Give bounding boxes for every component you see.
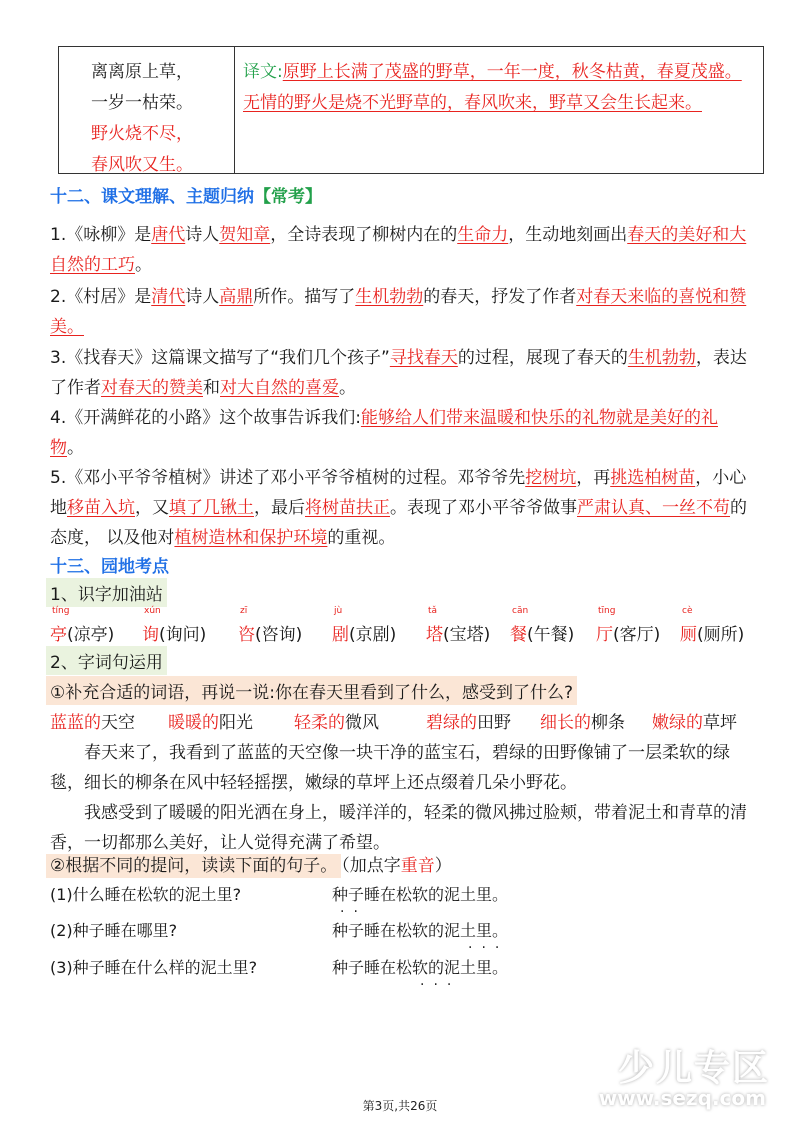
- noun: 柳条: [591, 713, 625, 733]
- emphasis-dots: ···: [468, 940, 509, 956]
- poem-line: 一岁一枯荣。: [91, 93, 193, 113]
- text: 诗人: [185, 225, 220, 245]
- text: 。: [135, 255, 152, 275]
- answer-sentence: 种子睡在松软的泥土里。: [332, 921, 509, 940]
- char: 厅: [596, 625, 613, 645]
- translation-text: 原野上长满了茂盛的野草，一年一度，秋冬枯黄，春夏茂盛。无情的野火是烧不光野草的，春风吹来，野草又会生长起来。: [243, 62, 742, 113]
- text: 4.《开满鲜花的小路》这个故事告诉我们:: [50, 408, 361, 428]
- pinyin: jù: [334, 606, 343, 616]
- word-item: [168, 708, 253, 733]
- character-list: [50, 606, 770, 646]
- poem-lines: [59, 47, 235, 173]
- emphasis-dots: ···: [420, 977, 461, 993]
- poem-line: 野火烧不尽，: [91, 124, 193, 144]
- example: (凉亭): [67, 625, 115, 645]
- answer-sentence: 种子睡在松软的泥土里。: [332, 958, 509, 977]
- summary-item-2: [50, 282, 750, 342]
- text: 诗人: [185, 287, 220, 307]
- text: ，又: [135, 498, 169, 518]
- word-item: [294, 708, 379, 733]
- answer: 对春天的赞美: [101, 378, 203, 398]
- pinyin: tǎ: [428, 606, 438, 616]
- text: 的重视。: [327, 528, 396, 548]
- section-title: 十二、课文理解、主题归纳: [50, 187, 254, 207]
- poem-table: [58, 46, 764, 174]
- example: (客厅): [613, 625, 661, 645]
- example: (午餐): [527, 625, 575, 645]
- text: 。: [339, 378, 356, 398]
- noun: 阳光: [219, 713, 253, 733]
- poem-line: 离离原上草，: [91, 62, 193, 82]
- example: (宝塔): [443, 625, 491, 645]
- text: 2.《村居》是: [50, 287, 152, 307]
- poem-line: 春风吹又生。: [91, 155, 193, 175]
- note-emphasis: 重音: [400, 856, 435, 876]
- answer: 生机勃勃: [627, 348, 696, 368]
- text: 5.《邓小平爷爷植树》讲述了邓小平爷爷植树的过程。邓爷爷先: [50, 468, 526, 488]
- word-item: [652, 708, 737, 733]
- poem-translation: [235, 47, 763, 173]
- text: ，再: [576, 468, 611, 488]
- question-row: [50, 882, 770, 918]
- adjective: 轻柔的: [294, 713, 345, 733]
- word-item: [540, 708, 625, 733]
- answer: 严肃认真、一丝不苟: [577, 498, 730, 518]
- answer: 植树造林和保护环境: [174, 528, 328, 548]
- question-text: (1)什么睡在松软的泥土里?: [50, 885, 242, 904]
- adjective: 嫩绿的: [652, 713, 703, 733]
- answer: 对春天来临的喜悦和赞美。: [50, 287, 747, 337]
- noun: 微风: [345, 713, 379, 733]
- text: 。表现了邓小平爷爷做事: [390, 498, 577, 518]
- answer: 对大自然的喜爱: [220, 378, 339, 398]
- summary-item-4: [50, 403, 750, 463]
- translation-label: 译文:: [243, 62, 283, 82]
- answer: 贺知章: [219, 225, 271, 245]
- example: (厕所): [697, 625, 745, 645]
- answer: 生机勃勃: [355, 287, 424, 307]
- word-item: [426, 708, 511, 733]
- text: 的态度， 以及他对: [50, 498, 747, 548]
- text: 的过程，展现了春天的: [457, 348, 628, 368]
- answer: 移苗入坑: [67, 498, 135, 518]
- note-close: ）: [434, 856, 452, 876]
- text: ，表达了作者: [50, 348, 747, 398]
- question-text: (2)种子睡在哪里?: [50, 921, 178, 940]
- summary-item-5: [50, 463, 750, 553]
- pinyin: cān: [512, 606, 529, 616]
- text: 1.《咏柳》是: [50, 225, 152, 245]
- pinyin: cè: [682, 606, 693, 616]
- answer: 高鼎: [219, 287, 254, 307]
- answer: 清代: [151, 287, 186, 307]
- text: 3.《找春天》这篇课文描写了“我们几个孩子”: [50, 348, 390, 368]
- example: (京剧): [349, 625, 397, 645]
- text: 所作。描写了: [253, 287, 356, 307]
- paragraph-1: 春天来了，我看到了蓝蓝的天空像一块干净的蓝宝石，碧绿的田野像铺了一层柔软的绿毯，细长的柳条在风中轻轻摇摆，嫩绿的草坪上还点缀着几朵小野花。: [50, 743, 730, 793]
- question-1: ①补充合适的词语，再说一说:你在春天里看到了什么，感受到了什么?: [46, 676, 577, 705]
- question-row: [50, 955, 770, 991]
- pinyin: zī: [240, 606, 248, 616]
- text: 的春天，抒发了作者: [423, 287, 577, 307]
- char: 亭: [50, 625, 67, 645]
- char: 塔: [426, 625, 443, 645]
- noun: 天空: [101, 713, 135, 733]
- answer: 春天的美好和大自然的工巧: [50, 225, 747, 275]
- text: 。: [67, 438, 84, 458]
- answer: 将树苗扶正: [305, 498, 390, 518]
- answer: 生命力: [457, 225, 509, 245]
- text: ，全诗表现了柳树内在的: [270, 225, 458, 245]
- watermark-url: www.sezq.com: [598, 1086, 766, 1110]
- adjective: 蓝蓝的: [50, 713, 101, 733]
- char: 厕: [680, 625, 697, 645]
- question-text: (3)种子睡在什么样的泥土里?: [50, 958, 258, 977]
- question-2: [46, 851, 452, 876]
- noun: 草坪: [703, 713, 737, 733]
- char: 咨: [238, 625, 255, 645]
- answer: 挖树坑: [525, 468, 577, 488]
- paragraph-2: 我感受到了暖暖的阳光洒在身上，暖洋洋的，轻柔的微风拂过脸颊，带着泥土和青草的清香，一切都那么美好，让人觉得充满了希望。: [50, 803, 747, 853]
- emphasis-dots: ··: [340, 904, 367, 920]
- word-list: [50, 708, 770, 734]
- answer: 寻找春天: [389, 348, 458, 368]
- char: 餐: [510, 625, 527, 645]
- char: 询: [142, 625, 159, 645]
- pinyin: tīng: [598, 606, 616, 616]
- text: ，最后: [254, 498, 305, 518]
- question-row: [50, 918, 770, 954]
- page-number: 第3页,共26页: [362, 1099, 438, 1113]
- question-2-text: ②根据不同的提问，读读下面的句子。: [46, 854, 341, 878]
- word-item: [50, 708, 135, 733]
- adjective: 暖暖的: [168, 713, 219, 733]
- subheading-word-usage: 2、字词句运用: [46, 646, 167, 675]
- answer: 填了几锹土: [169, 498, 254, 518]
- watermark-logo-text: 少儿专区: [617, 1048, 770, 1089]
- char: 剧: [332, 625, 349, 645]
- note-open: （加点字: [341, 856, 401, 876]
- text: ，生动地刻画出: [508, 225, 628, 245]
- subheading-literacy: 1、识字加油站: [46, 578, 167, 607]
- text: ，小心地: [50, 468, 747, 518]
- example: (咨询): [255, 625, 303, 645]
- answer: 唐代: [151, 225, 186, 245]
- summary-item-1: [50, 220, 750, 280]
- answer: 能够给人们带来温暖和快乐的礼物就是美好的礼物: [50, 408, 718, 458]
- adjective: 碧绿的: [426, 713, 477, 733]
- pinyin: xún: [144, 606, 161, 616]
- section-13-heading: 十三、园地考点: [50, 557, 169, 577]
- pinyin: tíng: [52, 606, 70, 616]
- answer-sentence: 种子睡在松软的泥土里。: [332, 885, 509, 904]
- text: 和: [203, 378, 220, 398]
- section-12-heading: [50, 182, 322, 207]
- section-tag: 【常考】: [254, 187, 322, 207]
- example: (询问): [159, 625, 207, 645]
- summary-item-3: [50, 343, 750, 403]
- answer: 挑选柏树苗: [610, 468, 696, 488]
- adjective: 细长的: [540, 713, 591, 733]
- noun: 田野: [477, 713, 511, 733]
